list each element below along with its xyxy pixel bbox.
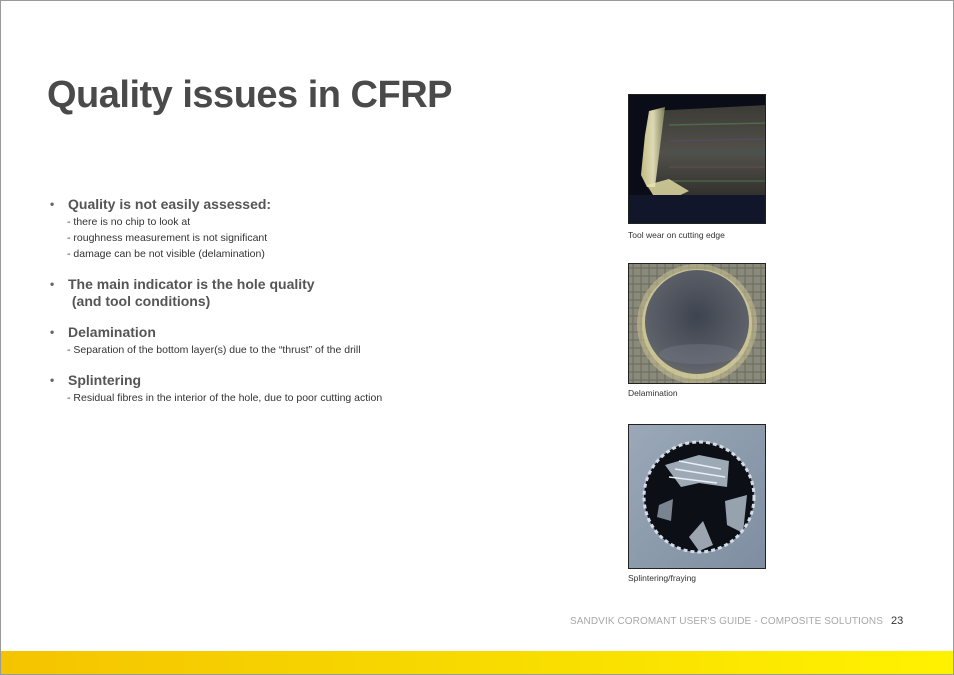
- bullet-dot-icon: •: [50, 373, 55, 387]
- bullet-subpoint: - Separation of the bottom layer(s) due to the “thrust” of the drill: [67, 344, 361, 356]
- bullet-heading-continuation: (and tool conditions): [68, 293, 211, 309]
- tool-wear-photo: [628, 94, 766, 224]
- caption-delamination: Delamination: [628, 388, 678, 398]
- bullet-main-indicator: [50, 276, 570, 310]
- page-number: 23: [891, 615, 904, 627]
- bullet-heading: Delamination: [68, 324, 156, 340]
- bullet-quality-assessment: [50, 196, 570, 262]
- bullet-dot-icon: •: [50, 277, 55, 291]
- yellow-accent-bar: [1, 651, 953, 674]
- caption-splintering: Splintering/fraying: [628, 573, 697, 583]
- splintering-image: [629, 425, 766, 569]
- delamination-image: [629, 264, 766, 384]
- splintering-photo: [628, 424, 766, 569]
- bullet-subpoint: - there is no chip to look at: [67, 216, 191, 228]
- bullet-subpoint: - Residual fibres in the interior of the hole, due to poor cutting action: [67, 392, 383, 404]
- bullet-delamination: [50, 324, 570, 358]
- bullet-list: [50, 196, 570, 420]
- caption-tool-wear: Tool wear on cutting edge: [628, 230, 725, 240]
- bullet-dot-icon: •: [50, 197, 55, 211]
- bullet-splintering: [50, 372, 570, 406]
- bullet-heading: The main indicator is the hole quality: [68, 276, 315, 292]
- bullet-subpoint: - roughness measurement is not significant: [67, 232, 268, 244]
- footer-text: SANDVIK COROMANT USER'S GUIDE - COMPOSITE SOLUTIONS: [570, 616, 883, 627]
- tool-edge-image: [629, 95, 766, 224]
- bullet-dot-icon: •: [50, 325, 55, 339]
- bullet-subpoint: - damage can be not visible (delamination): [67, 248, 265, 260]
- slide-title: Quality issues in CFRP: [47, 74, 452, 116]
- delamination-photo: [628, 263, 766, 384]
- bullet-heading: Splintering: [68, 372, 142, 388]
- bullet-heading: Quality is not easily assessed:: [68, 196, 272, 212]
